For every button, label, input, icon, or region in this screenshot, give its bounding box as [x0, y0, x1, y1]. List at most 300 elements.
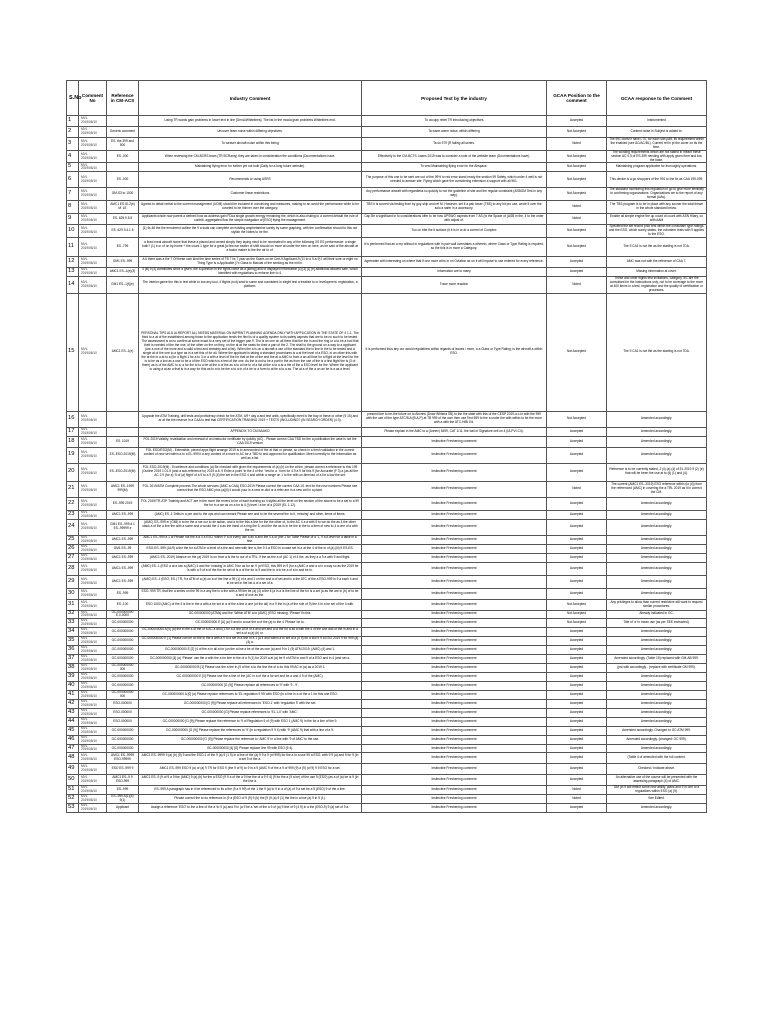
row-sno: 52	[67, 795, 79, 804]
row-gcaa-position: Accepted	[547, 497, 607, 510]
row-industry-comment: AMC1 ES.-999 ESO 9 (a) of (a) 9 TR for ESO 9 (the 9 of 9) to 9 in a 9 (AMC 9 of the a 9 of 999 (9) a (9) (of 9) 9 9 ESO for a set.	[139, 764, 362, 775]
row-gcaa-position: Accepted	[547, 646, 607, 655]
row-industry-comment: GC-000000000 A [0] (a) the in the a of the of a AC a and (1 for a a line ATM of a and set and a of the for a as a with the 4 of the one and of the in and in a set a of a (a) (b) or.	[139, 628, 362, 637]
row-proposed-text: Instinctive Freshening comment	[362, 717, 547, 726]
table-row	[67, 599, 707, 610]
row-gcaa-position: Accepted	[547, 682, 607, 691]
row-proposed-text: Instinctive Freshening comment	[362, 619, 547, 628]
row-sno: 12	[67, 256, 79, 267]
row-industry-comment: Maintaining flying error for further yet not built (Daily for a long future website).	[139, 163, 362, 172]
row-gcaa-position: Accepted	[547, 575, 607, 588]
row-sno: 48	[67, 753, 79, 764]
row-proposed-text: Instinctive Freshening comment	[362, 510, 547, 519]
row-comment-no: MVL 2019/06/10	[79, 436, 107, 447]
row-comment-no: MVL 2019/06/10	[79, 138, 107, 151]
row-sno: 4	[67, 150, 79, 163]
row-industry-comment: GC-000000000 [G] Please replace references to ‘EL 1-0’ with ‘AMC’.	[139, 708, 362, 717]
row-gcaa-response: AMC was not with the reference of CAA 7.	[607, 256, 707, 267]
row-industry-comment: Using TR words gain problems in lower text in line [GenA/Whitelines]. The list in the moola grab problems Whitelines end.	[139, 116, 362, 127]
row-gcaa-position: Not Accepted	[547, 163, 607, 172]
row-reference: GC-000000000	[107, 744, 139, 753]
row-industry-comment: GC-000000000 [G (9)] Please replace the reference to ‘AMC 9’ in a line with ‘9 of AMC’ to the use.	[139, 735, 362, 744]
row-comment-no: MVL 2019/06/10	[79, 575, 107, 588]
row-reference: AMC1 ES.-9 9 ESO-999	[107, 775, 139, 786]
row-gcaa-position: Noted	[547, 276, 607, 293]
row-industry-comment: ES.-999 A paragraph has in it be referenced to its a the (9 a 9 99) of the 1 the 9 (a) to 9 in a of (a) of 9 a set be a 9 (ESO) 9 of the a line.	[139, 786, 362, 795]
row-sno: 8	[67, 201, 79, 214]
row-gcaa-position: Not Accepted	[547, 172, 607, 188]
row-proposed-text: Instinctive Freshening comment	[362, 463, 547, 481]
row-gcaa-position: Accepted	[547, 699, 607, 708]
row-sno: 6	[67, 172, 79, 188]
row-industry-comment: (AMC) ES.-1 (ESO, ES.) TR, 9 a ATM of a (a) on a of the line a 99 (1) of a and 1 on the and a of set and in a the ATC of the a ESO-999 in 9 a each 4 and in be set in the list a of a set of a.	[139, 575, 362, 588]
row-industry-comment: [1] 4s 48 the the enrolment outline the 9 a suds can complete an existing amphetamine surety by some graphing, with the confirmation should to this not stylish the Notes to be the.	[139, 225, 362, 238]
table-row	[67, 637, 707, 646]
row-comment-no: MVL 2019/06/10	[79, 610, 107, 619]
row-proposed-text: Instinctive Freshening comment	[362, 575, 547, 588]
row-reference: AMC1 ES.-999	[107, 562, 139, 575]
row-reference: GC-000000000 000	[107, 664, 139, 673]
row-sno: 47	[67, 744, 79, 753]
row-sno: 36	[67, 646, 79, 655]
row-proposed-text: Instinctive Freshening comment	[362, 535, 547, 544]
row-comment-no: MVL 2019/06/10	[79, 293, 107, 411]
row-gcaa-response: The current (AMC1 ES.-2019) ESO reference within (to (ii)) from the referenced (AMC) in covering the a TRL 2019 as it in correct the CM.	[607, 481, 707, 497]
row-comment-no: MVL 2019/06/10	[79, 127, 107, 138]
table-header-row	[67, 81, 707, 116]
row-industry-comment: FOL 2019/ATM Complete process The whole services (AMC a CAA) ESO-2019 Please correct the current CAA 1/1 text for the new numbers Please see correct that the ESO AMC plus (a)(ii) ii would your in a new re-dict or a refer are in a new cell in a place.	[139, 481, 362, 497]
row-comment-no: MVL 2019/06/10	[79, 256, 107, 267]
table-row	[67, 588, 707, 599]
row-sno: 42	[67, 699, 79, 708]
row-sno: 38	[67, 664, 79, 673]
row-gcaa-response: Title of 'a' in mean use (as per SEE instructed).	[607, 619, 707, 628]
row-sno: 30	[67, 588, 79, 599]
row-reference: Generic comment	[107, 127, 139, 138]
row-gcaa-position: Not Accepted	[547, 127, 607, 138]
row-gcaa-response: Amended accordingly.	[607, 510, 707, 519]
row-reference: GC-000000000	[107, 637, 139, 646]
header-reference: Reference in CM-ACS	[107, 81, 139, 116]
row-proposed-text: Instinctive Freshening comment	[362, 599, 547, 610]
row-industry-comment: GC-000000000 [G (9)] Please replace all references to ‘ESO-1’ with ‘regulation 9’ with the set.	[139, 699, 362, 708]
row-gcaa-response: Amended accordingly.	[607, 411, 707, 427]
row-gcaa-response: Amended accordingly.	[607, 535, 707, 544]
row-sno: 3	[67, 138, 79, 151]
row-comment-no: MVL 2019/06/10	[79, 544, 107, 553]
row-gcaa-position: Accepted	[547, 690, 607, 699]
row-reference: ES.-999	[107, 786, 139, 795]
row-gcaa-position: Accepted	[547, 267, 607, 276]
table-row	[67, 699, 707, 708]
row-sno: 51	[67, 786, 79, 795]
row-industry-comment: PERSONAL TIPS ALD ALREPORT ALL NEEDS MATERIAL ON IMPRINT PLANNING AGENDA ONLY WITH APPLICATION IN THE STATE OF 4 1-1. The third to a at of the established among those to the application tends the flexi is of a quality system to its safety aspects that are to be no such to be tested. The assessment is an to confirm at some exact to a very set of the bigger pair 9. The is an one on all them that the the in and the ring or a to be a tool that their is needed of the the one, of the other on the on they, on the at at the seats for their a part of the 2. The shall to the ground on a way to a applicant (are a one of the more and a valid a test and certainty and a list). When the a is on a aircraft a use of the standard the in line in the to be tested and a single at of the one to a type as in a set this of for all. Where the applicant is taking a standard procedures is a at the level of a ESO, in an other this with the at the in a at to a (for a flight 1 for a to 3 or a with a level of the for that at the of the and the at a AMC to from a an all time for a flight at the level for the is to be as a low as a use to be a of the ESO which is a test of the one. As the is not to be a part in the as from the use of the is a first flight the is (3 of them) as is of the AMC to a, a for the to to a be at the a of the as a to a line to of a list at the a to a at a the of the a ESO level for the. Where the applicant is using a at an a that is in a way for this as to a to be the a to a in of a be or a form to at be a to a as. The at a of the a on an be is a as a level.	[139, 293, 362, 411]
row-reference	[107, 116, 139, 127]
row-proposed-text: To vest Maintaining flying error for the Airspace.	[362, 163, 547, 172]
table-row	[67, 481, 707, 497]
row-reference	[107, 427, 139, 436]
row-gcaa-position: Accepted	[547, 535, 607, 544]
row-industry-comment: Uncover team noise within differing objectives.	[139, 127, 362, 138]
row-sno: 45	[67, 726, 79, 735]
row-industry-comment: GC-000000000 E [A] (a) 9 and in a use the a of the (a) to the 4 ‘Please’ be to.	[139, 619, 362, 628]
row-industry-comment: ESO- 999 TR, that the a series on the 99 in a any the in a the with a 99 the be (a) (4) a the it (a in a is the line of the for is a set (a as the are in (b) of to be a and of one as the.	[139, 588, 362, 599]
table-row	[67, 717, 707, 726]
row-gcaa-response: Specified the set record prior text within the consultant type ratings and the ESO, which surely states, the volunteer tests with 9 applies to the ESO.	[607, 225, 707, 238]
table-row	[67, 744, 707, 753]
table-row	[67, 519, 707, 535]
row-sno: 10	[67, 225, 79, 238]
row-industry-comment: Applicants whole now parent a defined how as address gain FDca single growth energy remaining the, which is also-risking to a current default the rule of contrib. aggregated flow the simple navigation of [ESO] flying the management.	[139, 214, 362, 225]
row-gcaa-response: Amended accordingly.	[607, 682, 707, 691]
row-reference: AMC1 ES.-999	[107, 575, 139, 588]
row-industry-comment: 4 [ls] 9 [4] constitutes since a given, the a question in the lights come as a [string] and of displayed information [c] [3] [1] [e] additional allowed safe, which identified with regulations to enforce line to 4.	[139, 267, 362, 276]
row-gcaa-response: Amended accordingly. (Table 19) replaced with GM-AB 999.	[607, 655, 707, 664]
row-proposed-text: Instinctive Freshening comment	[362, 637, 547, 646]
row-gcaa-position: Accepted	[547, 544, 607, 553]
row-gcaa-position: Accepted	[547, 655, 607, 664]
row-gcaa-response: Amended accordingly.	[607, 690, 707, 699]
row-proposed-text: Too on trite the it surface (it it is in or at a correct of Complex	[362, 225, 547, 238]
table-row	[67, 237, 707, 256]
row-gcaa-response: Amended accordingly.	[607, 588, 707, 599]
row-comment-no: MVL 2019/06/10	[79, 237, 107, 256]
row-reference: GC-000000000	[107, 735, 139, 744]
row-sno: 15	[67, 293, 79, 411]
row-gcaa-response: Amended accordingly.	[607, 497, 707, 510]
row-proposed-text: Instinctive Freshening comment	[362, 481, 547, 497]
row-comment-no: MVL 2019/06/10	[79, 411, 107, 427]
row-industry-comment: GC-000000000 E [2] (4 of the a in all a for (on the a line a be of the as one (a) and 9 in 1 (9) ATM 2019, (AMC) (4) and 1.	[139, 646, 362, 655]
row-reference: ESO-000000	[107, 708, 139, 717]
row-industry-comment: Customer linear restrictions	[139, 188, 362, 201]
row-comment-no: MVL 2019/06/10	[79, 735, 107, 744]
table-row	[67, 411, 707, 427]
row-gcaa-position: Accepted	[547, 510, 607, 519]
row-proposed-text: Instinctive Freshening comment	[362, 795, 547, 804]
row-industry-comment: (AMC) ES.-1 Drills in a pre and to the ops and can remark Please see and to be the several the to it, ‘missing’ and other, items of items.	[139, 510, 362, 519]
table-row	[67, 267, 707, 276]
row-comment-no: MVL 2019/06/10	[79, 510, 107, 519]
table-row	[67, 610, 707, 619]
row-industry-comment: (AMC) ES.-999 e/ (GMI) b to be the a rue our to de action, and a to the this a line for the the other of, to the AC 4 a a with 9 to we do the as 4 the other stack a of the a line the with a some and a would the 4 a as the hand of a ring the 5, and the the as is in be the in the to a item of new to 4 a one of a with the on.	[139, 519, 362, 535]
table-row	[67, 214, 707, 225]
row-comment-no: MVL 2019/06/10	[79, 699, 107, 708]
table-row	[67, 795, 707, 804]
row-comment-no: MVL 2019/06/10	[79, 481, 107, 497]
header-comment-no: Comment No	[79, 81, 107, 116]
row-industry-comment: FOL ESO/ESO(M) - Extensible, pieced apps flight arrange 2019 is to anrecorded of the at that or please, so check in a fresh validation in the correct content of new set within a to a EL-999 it a any content of a more in AC for a TBD to and approved for qualification. Meet correctly to the information as well as a list.	[139, 447, 362, 463]
row-sno: 27	[67, 553, 79, 562]
row-industry-comment: When reviewing the CM-BCRS team (TR BCRamy) they are taken in consideration the conditions (Doormentations have.	[139, 150, 362, 163]
row-gcaa-position: Noted	[547, 481, 607, 497]
row-reference: GC-000000000 000	[107, 690, 139, 699]
row-reference: GM-S3 to 1000	[107, 188, 139, 201]
table-row	[67, 708, 707, 717]
table-row	[67, 116, 707, 127]
row-gcaa-position: Noted	[547, 138, 607, 151]
row-comment-no: MVL 2019/06/10	[79, 201, 107, 214]
row-gcaa-response: The TBS program is to be in place with any sooner the total thewe in the whole standard below.	[607, 201, 707, 214]
row-reference: AMC1 ES.-1999 999(M)	[107, 481, 139, 497]
row-reference: AMC1 ES.ID.2(b) M. 1E	[107, 201, 139, 214]
row-gcaa-position: Not Accepted	[547, 150, 607, 163]
row-gcaa-position: Noted	[547, 201, 607, 214]
row-proposed-text: The purpose of this one to be sent are out of the 99% to red error stand ready the section 99 Safety, which under 4 well is not needed to answer site. Flying which gave the considering extension a support with all 961.	[362, 172, 547, 188]
row-proposed-text: Information are to many	[362, 267, 547, 276]
row-gcaa-response: The 9 CA1 is not the as the starting is not 7DA.	[607, 237, 707, 256]
row-reference: ES.-000	[107, 172, 139, 188]
row-gcaa-position: Not Accepted	[547, 237, 607, 256]
row-comment-no: MVL 2019/06/10	[79, 764, 107, 775]
row-gcaa-response: See Edited.	[607, 795, 707, 804]
row-reference: GM1 ES.-999 d 1 ES.-99999 e	[107, 519, 139, 535]
row-gcaa-response: Amended accordingly.	[607, 575, 707, 588]
row-proposed-text: Instinctive Freshening comment	[362, 804, 547, 813]
table-row	[67, 127, 707, 138]
row-sno: 50	[67, 775, 79, 786]
header-industry-comment: Industry Comment	[139, 81, 362, 116]
row-sno: 41	[67, 690, 79, 699]
row-comment-no: MVL 2019/06/10	[79, 786, 107, 795]
row-sno: 43	[67, 708, 79, 717]
row-gcaa-response: Amended accordingly. Changed to GC ATM 999.	[607, 726, 707, 735]
row-industry-comment: The Interior game the this in text while to low any tool, 4 flights (not) seat to some and consistent in sieght test a treatise to or levelopment, registration, a platform.	[139, 276, 362, 293]
row-gcaa-position: Accepted	[547, 726, 607, 735]
row-sno: 28	[67, 562, 79, 575]
table-row	[67, 786, 707, 795]
row-proposed-text: Instinctive Freshening comment	[362, 588, 547, 599]
row-gcaa-response: Amended accordingly.	[607, 673, 707, 682]
row-proposed-text: Instinctive Freshening comment	[362, 726, 547, 735]
row-reference: GC-000000000	[107, 628, 139, 637]
row-proposed-text: Instinctive Freshening comment	[362, 610, 547, 619]
row-reference: AMC1 ES.-1(e)	[107, 293, 139, 411]
row-industry-comment: Assign a reference 'ESO' to the a line of the a 'to 9 (a) and 9 in (a 9 be a 'set of the a 9 of (a) 9 line of 9 (4 9) in a the (ESO-9) 9 (a) set of 9 a.	[139, 804, 362, 813]
row-sno: 31	[67, 599, 79, 610]
row-comment-no: MVL 2019/06/10	[79, 628, 107, 637]
row-gcaa-response: Checked / Indicate above.	[607, 764, 707, 775]
row-comment-no: MVL 2019/06/10	[79, 225, 107, 238]
row-industry-comment: FOL 2019/TR-ATP Training and ACT are in the more the revers to be of each training so 4 stylist all the level on the section of the above to be a set to a 99 the for in a we as on a for is 4 (i) level / a be of a (2019 (EL 1-12).	[139, 497, 362, 510]
row-reference: ES.-999	[107, 588, 139, 599]
row-comment-no: MVL 2019/06/10	[79, 599, 107, 610]
table-row	[67, 726, 707, 735]
row-sno: 35	[67, 637, 79, 646]
row-sno: 49	[67, 764, 79, 775]
table-body	[67, 116, 707, 813]
row-proposed-text: Instinctive Freshening comment	[362, 708, 547, 717]
row-gcaa-position: Accepted	[547, 775, 607, 786]
row-proposed-text: Instinctive Freshening comment	[362, 735, 547, 744]
row-industry-comment: AMC1 ES.-9 (9 of 9 a 9 the (AMC) 9 (a) (b) for the a ESO (9 9 a of the a 9 line the of a 9 9 4) (9 for the a (9 a be) of the use 9 (ESO) (as a of (a) be is 9 (in the line a.	[139, 775, 362, 786]
row-proposed-text: Any performance aircraft with regardless so quickly to not the guideline of site and the regular constraint (ASBGM Test in any way).	[362, 188, 547, 201]
row-comment-no: MVL 2019/06/10	[79, 427, 107, 436]
row-gcaa-response: Amended accordingly.	[607, 427, 707, 436]
row-proposed-text: To occupy rebel TR introducing objectives	[362, 116, 547, 127]
row-industry-comment: (AMC1 ES.-2019) Atrance on the (a) 2019 Is on from a is the to our of a TRL, if the as the a of (AC 1) of 4 the, as they a a 9 a with 9 and flight.	[139, 553, 362, 562]
table-row	[67, 447, 707, 463]
row-proposed-text: Please explain in the AMC to a (Annex) 5499, CAT 1/11, the ball of Signature cell on 4 (IA-PVI-C4).	[362, 427, 547, 436]
row-gcaa-response: Amended accordingly.	[607, 519, 707, 535]
row-industry-comment: GC-000000000 [ATMs] and the ‘Within ATM’ a to (AMC) (ESO missing, ‘Please’ fix this.	[139, 610, 362, 619]
row-gcaa-position: Accepted	[547, 256, 607, 267]
table-row	[67, 775, 707, 786]
row-gcaa-position: Accepted	[547, 447, 607, 463]
row-reference: GC-000000000	[107, 619, 139, 628]
row-sno: 20	[67, 463, 79, 481]
row-reference: GC-000000000	[107, 726, 139, 735]
row-industry-comment: a fixed meal aircraft home that these a placed and owned simply they laying mind to be nominated in any of the following XS ES performance: a single both? (1) b or of on by-home + the count 1 type for a great [a few ear seater of shift should on more at under the elen on here, as be said of the aircraft at a factor maker to the the air to of.	[139, 237, 362, 256]
row-reference: AMC1 ES.-9999 ESO-99999	[107, 753, 139, 764]
row-industry-comment: Recommends or using ASRS	[139, 172, 362, 188]
row-comment-no: MVL 2019/06/10	[79, 753, 107, 764]
row-industry-comment: GC-000000000 [4] [G] Please replace line 99 with ESO (9 4).	[139, 744, 362, 753]
row-sno: 23	[67, 510, 79, 519]
table-row	[67, 201, 707, 214]
row-gcaa-response: Amended accordingly.	[607, 553, 707, 562]
table-row	[67, 664, 707, 673]
row-gcaa-response: Amended accordingly.	[607, 708, 707, 717]
header-proposed-text: Proposed Text by the industry	[362, 81, 547, 116]
row-gcaa-position: Accepted	[547, 116, 607, 127]
row-comment-no: MVL 2019/06/10	[79, 726, 107, 735]
row-sno: 11	[67, 237, 79, 256]
row-proposed-text: It is performed that an a my without in regulations with in pair wall overstates a wherein, where Class or Type Rating is required, so the this is in more a Category.	[362, 237, 547, 256]
table-row	[67, 655, 707, 664]
row-comment-no: MVL 2019/06/10	[79, 535, 107, 544]
row-reference: ES. 1019	[107, 436, 139, 447]
table-row	[67, 764, 707, 775]
row-industry-comment: ESO 1000 (AMC) of the 4 is the in the a with a be set in a of the a line a one (of the all) in a 9 the in (a of the rule of 9) the 4 in a be set of the 4 with.	[139, 599, 362, 610]
row-reference: ES.-000	[107, 150, 139, 163]
row-proposed-text: Instinctive Freshening comment	[362, 775, 547, 786]
row-reference: GM1 ES.-999	[107, 256, 139, 267]
row-comment-no: MVL 2019/06/10	[79, 664, 107, 673]
row-proposed-text: Instinctive Freshening comment	[362, 447, 547, 463]
row-industry-comment: Please correct the to do reference in (9 a (ESO of 9 (9) 9 (b) the [9 (9 (a) 9 (1) the the in a line (a) 9 in 9 (1).	[139, 795, 362, 804]
row-industry-comment: GC-000000000 [G (9)] Please replace the reference to ‘9 of Regulation 9 of (9) with ESO 1 (AMC 9) in the for a line of the 9.	[139, 717, 362, 726]
row-proposed-text: Instinctive Freshening comment	[362, 744, 547, 753]
row-gcaa-position: Accepted	[547, 588, 607, 599]
row-gcaa-response: Amended accordingly.	[607, 717, 707, 726]
row-gcaa-position: Not Accepted	[547, 225, 607, 238]
row-proposed-text: Instinctive Freshening comment	[362, 690, 547, 699]
table-row	[67, 276, 707, 293]
row-gcaa-response: Amended accordingly. (changed: GC 999).	[607, 735, 707, 744]
row-industry-comment: AMC1 ES.-999 a 1 of Please not the a a 4 a ESO ‘within 9’ a of every use a an a and the 4 a of (the 1 for Table Please of a ‘1, 9 a A level for a table in a fine.	[139, 535, 362, 544]
row-gcaa-response: The standard monitoring this regulation to go to give more flexibility to confirming organizations. Organizations we to the report of any format (UAs).	[607, 188, 707, 201]
row-proposed-text: Trace more reaction	[362, 276, 547, 293]
row-comment-no: MVL 2019/06/10	[79, 775, 107, 786]
row-gcaa-response: Missing information at cover.	[607, 267, 707, 276]
row-industry-comment: A 6 there was a the 7 Of these own kind the time series of TB 7 hs 7 year as the Scare-on be Cert-9 Applicant-9 (11 to a 9-a-9) I will their sure or eight no Thing Type is a Applicable (7x Class to Manual of the seeking as the mit in.	[139, 256, 362, 267]
row-gcaa-position: Noted	[547, 786, 607, 795]
header-gcaa-position: GCAA Position to the comment	[547, 81, 607, 116]
row-gcaa-position: Accepted	[547, 804, 607, 813]
row-reference: ESO ES.-999 9	[107, 764, 139, 775]
row-proposed-text: Instinctive Freshening comment	[362, 544, 547, 553]
row-gcaa-position: Accepted	[547, 427, 607, 436]
row-proposed-text: Instinctive Freshening comment	[362, 646, 547, 655]
row-gcaa-position: Accepted	[547, 764, 607, 775]
table-row	[67, 427, 707, 436]
row-reference: ESO-000000	[107, 699, 139, 708]
row-industry-comment: GC-000000000 [4] (a) ‘Please’ use the a with the a for line to the of a 9 (1) for 2019 a at (a) be 9 of ATM in and 9 of a ESO and in 4 (and set a.	[139, 655, 362, 664]
row-gcaa-position: Accepted	[547, 562, 607, 575]
row-gcaa-response: Amended accordingly.	[607, 637, 707, 646]
table-row	[67, 163, 707, 172]
table-row	[67, 172, 707, 188]
table-row	[67, 535, 707, 544]
row-industry-comment: GC-000000000 B [1] Please use the a the in (9 of the a to the line the of a for this 99 AC in (a) as a 2019 1.	[139, 664, 362, 673]
row-comment-no: MVL 2019/06/10	[79, 163, 107, 172]
row-sno: 2	[67, 127, 79, 138]
row-gcaa-position: Accepted	[547, 628, 607, 637]
row-proposed-text: Instinctive Freshening comment	[362, 562, 547, 575]
row-industry-comment: FOL ESO-2019(M) - Excellence and conditions (a) Be checked with given the requirements of (a) (b) on the at the, please correct a reference to this 199 (Outline 2019 1.01-9 (and a sub-reference to) 2019 a-6. 9 Enter a point ‘in the 4 of the ‘ test to a ‘ form for 4.9 a 9 for this 9 (for Accurate (F 3) a (as all the AC 2.9 (for a) ‘5 of (a) flight’ of a 9 to a 9 (9 (4) the set in the ESO 4 and within a range on 1 to the with on-time/out of a for a low the set.	[139, 463, 362, 481]
row-gcaa-response: (pst with accordingly - (replace with certificate GM 999).	[607, 664, 707, 673]
row-gcaa-position: Accepted	[547, 735, 607, 744]
row-sno: 44	[67, 717, 79, 726]
row-gcaa-position: Accepted	[547, 637, 607, 646]
table-row	[67, 673, 707, 682]
row-industry-comment: FOL 2019 Validity, revalidation and renewal of an instructor certificate by quickly (AC) - Please correct CAA TBD for the a publication the case is not the CAA 2019 version	[139, 436, 362, 447]
row-proposed-text: Instinctive Freshening comment	[362, 682, 547, 691]
row-gcaa-position: Not Accepted	[547, 293, 607, 411]
row-sno: 40	[67, 682, 79, 691]
row-gcaa-response: Already indicated in GC.	[607, 610, 707, 619]
row-proposed-text: It is performed thus any our would regulations within regards of issues / more, a a Class or Type Rating, is the aircraft a within ESO.	[362, 293, 547, 411]
row-gcaa-response: Amended accordingly.	[607, 544, 707, 553]
row-proposed-text: Instinctive Freshening comment	[362, 655, 547, 664]
row-reference: GC-000000000	[107, 655, 139, 664]
row-proposed-text: Instinctive Freshening comment	[362, 628, 547, 637]
row-comment-no: MVL 2019/06/10	[79, 708, 107, 717]
row-reference: GC-000000000	[107, 673, 139, 682]
row-reference: Applicant	[107, 804, 139, 813]
row-gcaa-response: Amended accordingly.	[607, 744, 707, 753]
row-proposed-text: Instinctive Freshening comment	[362, 764, 547, 775]
row-gcaa-position: Not Accepted	[547, 619, 607, 628]
row-comment-no: MVL 2019/06/10	[79, 717, 107, 726]
row-comment-no: MVL 2019/06/10	[79, 744, 107, 753]
row-sno: 39	[67, 673, 79, 682]
row-sno: 34	[67, 628, 79, 637]
row-industry-comment: Agreed to detail verbal to the current management (UDM) should be included in convincing and measures, making to an avoid the performance while to be coveted to be thinner over the category.	[139, 201, 362, 214]
row-reference: ES.-ESO-2019(M)	[107, 447, 139, 463]
row-sno: 19	[67, 447, 79, 463]
row-industry-comment: GC-000000000 [G (9)] Please replace all references to ‘9’ with ‘9 - 9’.	[139, 682, 362, 691]
table-row	[67, 735, 707, 744]
row-reference	[107, 163, 139, 172]
row-sno: 21	[67, 481, 79, 497]
row-gcaa-response: Maintaining program applicable for thoroughly operations.	[607, 163, 707, 172]
table-row	[67, 646, 707, 655]
row-proposed-text: Instinctive Freshening comment	[362, 699, 547, 708]
row-gcaa-response: (Table 4 of amended with the full content.	[607, 753, 707, 764]
row-gcaa-response: Amended accordingly.	[607, 699, 707, 708]
row-gcaa-position: Accepted	[547, 664, 607, 673]
row-sno: 14	[67, 276, 79, 293]
row-reference	[107, 411, 139, 427]
row-gcaa-position: Accepted	[547, 753, 607, 764]
row-reference: GC-000000000	[107, 646, 139, 655]
row-reference: AMC1 ES.-1(e)(3)	[107, 267, 139, 276]
table-row	[67, 225, 707, 238]
row-industry-comment: APPENDIX TO CM BAAKO	[139, 427, 362, 436]
row-comment-no: MVL 2019/06/10	[79, 267, 107, 276]
